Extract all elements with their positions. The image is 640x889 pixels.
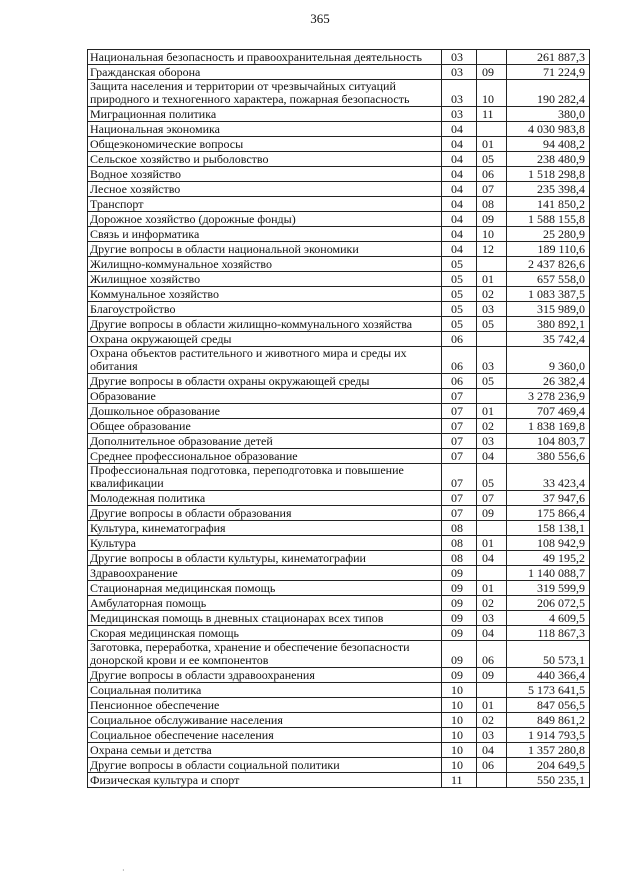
row-amount: 657 558,0 (507, 272, 590, 287)
table-row (88, 581, 590, 596)
row-subsection-code: 09 (477, 212, 507, 227)
row-section-code: 09 (442, 641, 477, 668)
row-subsection-code: 11 (477, 107, 507, 122)
table-row (88, 773, 590, 788)
row-name-cell: Транспорт (88, 197, 442, 212)
table-row (88, 65, 590, 80)
row-subsection-code: 12 (477, 242, 507, 257)
row-section-code: 04 (442, 227, 477, 242)
row-subsection-code (477, 332, 507, 347)
row-amount: 104 803,7 (507, 434, 590, 449)
row-subsection-code: 02 (477, 419, 507, 434)
table-row (88, 257, 590, 272)
row-name-cell: Заготовка, переработка, хранение и обеспечение безопасности донорской крови и ее компонентов (88, 641, 442, 668)
row-section-code: 07 (442, 404, 477, 419)
budget-table-body (88, 50, 590, 788)
row-subsection-code (477, 683, 507, 698)
table-row (88, 596, 590, 611)
row-name-cell: Образование (88, 389, 442, 404)
row-name-cell: Молодежная политика (88, 491, 442, 506)
row-name-cell: Лесное хозяйство (88, 182, 442, 197)
row-section-code: 03 (442, 80, 477, 107)
table-row (88, 419, 590, 434)
row-amount: 5 173 641,5 (507, 683, 590, 698)
row-amount: 141 850,2 (507, 197, 590, 212)
row-name-cell: Защита населения и территории от чрезвычайных ситуаций природного и техногенного характера, пожарная безопасность (88, 80, 442, 107)
row-amount: 440 366,4 (507, 668, 590, 683)
table-row (88, 317, 590, 332)
row-name-cell: Социальное обеспечение населения (88, 728, 442, 743)
row-name-cell: Благоустройство (88, 302, 442, 317)
row-name-cell: Здравоохранение (88, 566, 442, 581)
row-section-code: 05 (442, 257, 477, 272)
table-row (88, 611, 590, 626)
row-name-cell: Общеэкономические вопросы (88, 137, 442, 152)
row-section-code: 04 (442, 122, 477, 137)
row-section-code: 04 (442, 137, 477, 152)
row-section-code: 04 (442, 197, 477, 212)
table-row (88, 626, 590, 641)
row-subsection-code: 02 (477, 287, 507, 302)
row-name-cell: Общее образование (88, 419, 442, 434)
row-subsection-code: 06 (477, 758, 507, 773)
row-name-cell: Дорожное хозяйство (дорожные фонды) (88, 212, 442, 227)
row-section-code: 09 (442, 611, 477, 626)
row-amount: 25 280,9 (507, 227, 590, 242)
row-amount: 261 887,3 (507, 50, 590, 65)
row-section-code: 09 (442, 581, 477, 596)
row-amount: 550 235,1 (507, 773, 590, 788)
row-amount: 206 072,5 (507, 596, 590, 611)
table-row (88, 728, 590, 743)
table-row (88, 536, 590, 551)
row-subsection-code: 10 (477, 227, 507, 242)
row-section-code: 10 (442, 713, 477, 728)
row-name-cell: Другие вопросы в области охраны окружающей среды (88, 374, 442, 389)
row-name-cell: Охрана окружающей среды (88, 332, 442, 347)
table-row (88, 566, 590, 581)
row-amount: 1 083 387,5 (507, 287, 590, 302)
row-amount: 238 480,9 (507, 152, 590, 167)
row-subsection-code (477, 122, 507, 137)
row-name-cell: Стационарная медицинская помощь (88, 581, 442, 596)
table-row (88, 491, 590, 506)
row-amount: 50 573,1 (507, 641, 590, 668)
row-name-cell: Пенсионное обеспечение (88, 698, 442, 713)
table-row (88, 80, 590, 107)
row-section-code: 07 (442, 449, 477, 464)
row-section-code: 04 (442, 167, 477, 182)
row-section-code: 05 (442, 272, 477, 287)
row-section-code: 10 (442, 743, 477, 758)
row-amount: 2 437 826,6 (507, 257, 590, 272)
row-amount: 380 892,1 (507, 317, 590, 332)
row-section-code: 05 (442, 302, 477, 317)
table-row (88, 50, 590, 65)
row-name-cell: Миграционная политика (88, 107, 442, 122)
row-amount: 9 360,0 (507, 347, 590, 374)
row-name-cell: Культура, кинематография (88, 521, 442, 536)
row-name-cell: Другие вопросы в области социальной политики (88, 758, 442, 773)
row-section-code: 11 (442, 773, 477, 788)
row-amount: 235 398,4 (507, 182, 590, 197)
row-name-cell: Связь и информатика (88, 227, 442, 242)
table-row (88, 404, 590, 419)
row-amount: 94 408,2 (507, 137, 590, 152)
row-name-cell: Дошкольное образование (88, 404, 442, 419)
table-row (88, 347, 590, 374)
row-subsection-code: 01 (477, 137, 507, 152)
row-name-cell: Медицинская помощь в дневных стационарах всех типов (88, 611, 442, 626)
row-subsection-code: 07 (477, 491, 507, 506)
table-row (88, 758, 590, 773)
row-subsection-code: 01 (477, 581, 507, 596)
row-amount: 71 224,9 (507, 65, 590, 80)
row-section-code: 05 (442, 317, 477, 332)
table-row (88, 242, 590, 257)
row-amount: 158 138,1 (507, 521, 590, 536)
row-section-code: 07 (442, 419, 477, 434)
row-name-cell: Охрана семьи и детства (88, 743, 442, 758)
row-name-cell: Другие вопросы в области жилищно-коммунального хозяйства (88, 317, 442, 332)
table-row (88, 302, 590, 317)
row-name-cell: Среднее профессиональное образование (88, 449, 442, 464)
row-section-code: 10 (442, 758, 477, 773)
row-subsection-code: 04 (477, 743, 507, 758)
row-amount: 108 942,9 (507, 536, 590, 551)
row-amount: 190 282,4 (507, 80, 590, 107)
row-amount: 118 867,3 (507, 626, 590, 641)
row-amount: 4 030 983,8 (507, 122, 590, 137)
table-row (88, 743, 590, 758)
row-amount: 189 110,6 (507, 242, 590, 257)
row-name-cell: Гражданская оборона (88, 65, 442, 80)
row-amount: 380 556,6 (507, 449, 590, 464)
row-amount: 380,0 (507, 107, 590, 122)
row-section-code: 07 (442, 491, 477, 506)
row-name-cell: Социальная политика (88, 683, 442, 698)
row-name-cell: Жилищное хозяйство (88, 272, 442, 287)
table-row (88, 521, 590, 536)
row-subsection-code (477, 50, 507, 65)
row-name-cell: Профессиональная подготовка, переподготовка и повышение квалификации (88, 464, 442, 491)
table-row (88, 641, 590, 668)
row-subsection-code: 10 (477, 80, 507, 107)
row-amount: 1 518 298,8 (507, 167, 590, 182)
row-subsection-code: 03 (477, 302, 507, 317)
row-subsection-code: 09 (477, 65, 507, 80)
row-section-code: 08 (442, 521, 477, 536)
row-section-code: 05 (442, 287, 477, 302)
row-name-cell: Физическая культура и спорт (88, 773, 442, 788)
row-amount: 4 609,5 (507, 611, 590, 626)
row-name-cell: Культура (88, 536, 442, 551)
table-row (88, 668, 590, 683)
row-name-cell: Другие вопросы в области культуры, кинематографии (88, 551, 442, 566)
row-subsection-code: 05 (477, 152, 507, 167)
row-amount: 33 423,4 (507, 464, 590, 491)
table-row (88, 389, 590, 404)
row-section-code: 07 (442, 506, 477, 521)
row-subsection-code: 05 (477, 374, 507, 389)
row-name-cell: Социальное обслуживание населения (88, 713, 442, 728)
row-subsection-code: 03 (477, 728, 507, 743)
row-subsection-code (477, 566, 507, 581)
row-amount: 849 861,2 (507, 713, 590, 728)
table-row (88, 272, 590, 287)
row-subsection-code: 01 (477, 272, 507, 287)
table-row (88, 212, 590, 227)
row-section-code: 07 (442, 389, 477, 404)
row-amount: 35 742,4 (507, 332, 590, 347)
row-section-code: 07 (442, 464, 477, 491)
row-name-cell: Другие вопросы в области здравоохранения (88, 668, 442, 683)
row-section-code: 08 (442, 536, 477, 551)
table-row (88, 683, 590, 698)
row-amount: 1 357 280,8 (507, 743, 590, 758)
row-subsection-code: 08 (477, 197, 507, 212)
row-name-cell: Сельское хозяйство и рыболовство (88, 152, 442, 167)
row-name-cell: Национальная экономика (88, 122, 442, 137)
row-section-code: 04 (442, 242, 477, 257)
row-subsection-code: 01 (477, 536, 507, 551)
row-amount: 204 649,5 (507, 758, 590, 773)
table-row (88, 197, 590, 212)
row-amount: 37 947,6 (507, 491, 590, 506)
row-amount: 26 382,4 (507, 374, 590, 389)
table-row (88, 434, 590, 449)
row-subsection-code: 02 (477, 713, 507, 728)
table-row (88, 182, 590, 197)
row-section-code: 07 (442, 434, 477, 449)
row-section-code: 09 (442, 668, 477, 683)
row-section-code: 04 (442, 212, 477, 227)
row-section-code: 04 (442, 182, 477, 197)
row-subsection-code: 06 (477, 641, 507, 668)
row-amount: 315 989,0 (507, 302, 590, 317)
table-row (88, 152, 590, 167)
table-row (88, 137, 590, 152)
table-row (88, 698, 590, 713)
row-section-code: 10 (442, 698, 477, 713)
row-name-cell: Национальная безопасность и правоохранительная деятельность (88, 50, 442, 65)
row-name-cell: Другие вопросы в области образования (88, 506, 442, 521)
row-amount: 175 866,4 (507, 506, 590, 521)
row-subsection-code: 04 (477, 551, 507, 566)
table-row (88, 167, 590, 182)
row-section-code: 06 (442, 374, 477, 389)
row-name-cell: Дополнительное образование детей (88, 434, 442, 449)
row-subsection-code: 01 (477, 698, 507, 713)
row-name-cell: Другие вопросы в области национальной экономики (88, 242, 442, 257)
row-section-code: 09 (442, 596, 477, 611)
row-amount: 1 140 088,7 (507, 566, 590, 581)
row-amount: 1 588 155,8 (507, 212, 590, 227)
row-section-code: 03 (442, 65, 477, 80)
table-row (88, 287, 590, 302)
row-subsection-code (477, 389, 507, 404)
row-subsection-code: 06 (477, 167, 507, 182)
row-section-code: 08 (442, 551, 477, 566)
row-subsection-code (477, 773, 507, 788)
table-row (88, 332, 590, 347)
row-amount: 3 278 236,9 (507, 389, 590, 404)
table-row (88, 374, 590, 389)
table-row (88, 713, 590, 728)
row-subsection-code: 07 (477, 182, 507, 197)
row-subsection-code: 09 (477, 506, 507, 521)
row-name-cell: Коммунальное хозяйство (88, 287, 442, 302)
row-section-code: 06 (442, 332, 477, 347)
row-section-code: 10 (442, 728, 477, 743)
row-subsection-code: 03 (477, 347, 507, 374)
row-amount: 1 914 793,5 (507, 728, 590, 743)
row-section-code: 04 (442, 152, 477, 167)
row-amount: 847 056,5 (507, 698, 590, 713)
budget-table (87, 49, 590, 788)
table-row (88, 551, 590, 566)
row-section-code: 09 (442, 626, 477, 641)
row-amount: 49 195,2 (507, 551, 590, 566)
row-subsection-code: 03 (477, 611, 507, 626)
row-subsection-code (477, 521, 507, 536)
table-row (88, 464, 590, 491)
row-name-cell: Водное хозяйство (88, 167, 442, 182)
row-amount: 1 838 169,8 (507, 419, 590, 434)
table-row (88, 227, 590, 242)
row-subsection-code: 05 (477, 317, 507, 332)
row-section-code: 09 (442, 566, 477, 581)
row-subsection-code: 02 (477, 596, 507, 611)
table-row (88, 122, 590, 137)
row-amount: 707 469,4 (507, 404, 590, 419)
row-section-code: 10 (442, 683, 477, 698)
row-subsection-code: 09 (477, 668, 507, 683)
row-subsection-code (477, 257, 507, 272)
row-subsection-code: 05 (477, 464, 507, 491)
row-section-code: 03 (442, 107, 477, 122)
scan-speck: · (122, 866, 125, 875)
row-name-cell: Жилищно-коммунальное хозяйство (88, 257, 442, 272)
row-amount: 319 599,9 (507, 581, 590, 596)
row-name-cell: Скорая медицинская помощь (88, 626, 442, 641)
page-number: 365 (310, 11, 330, 26)
row-subsection-code: 04 (477, 626, 507, 641)
row-section-code: 06 (442, 347, 477, 374)
table-row (88, 107, 590, 122)
row-name-cell: Амбулаторная помощь (88, 596, 442, 611)
row-subsection-code: 04 (477, 449, 507, 464)
table-row (88, 506, 590, 521)
row-name-cell: Охрана объектов растительного и животного мира и среды их обитания (88, 347, 442, 374)
row-section-code: 03 (442, 50, 477, 65)
row-subsection-code: 01 (477, 404, 507, 419)
row-subsection-code: 03 (477, 434, 507, 449)
table-row (88, 449, 590, 464)
